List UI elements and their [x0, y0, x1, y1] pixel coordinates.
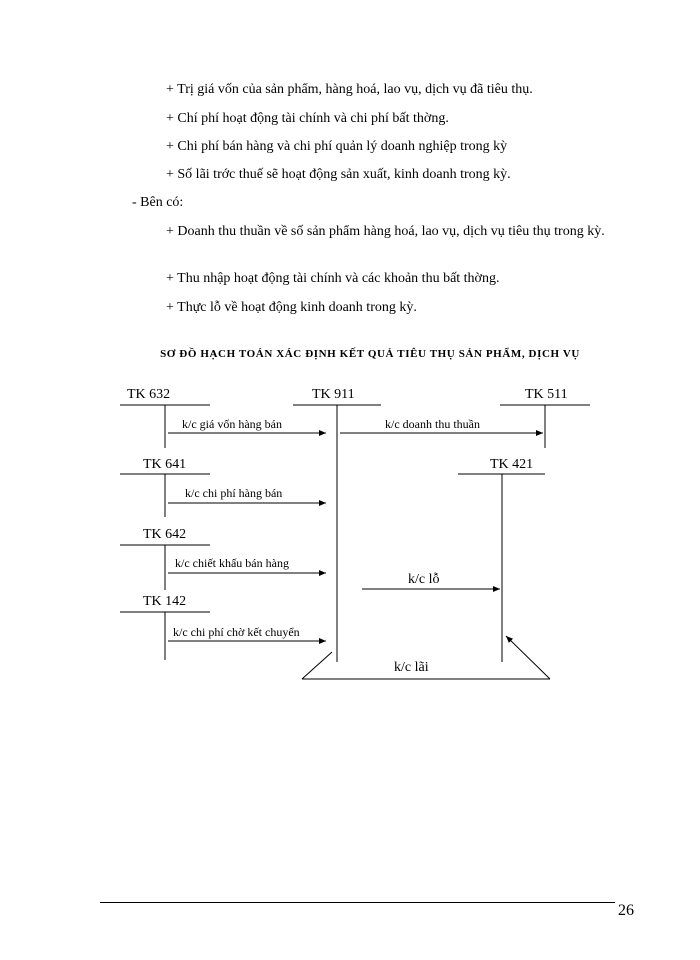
credit-item: + Thu nhập hoạt động tài chính và các khoản thu bất thờng.: [166, 271, 500, 286]
flow-loss-label: k/c lỗ: [408, 572, 440, 587]
flow-selling-expense-label: k/c chi phí hàng bán: [185, 486, 283, 500]
debit-item: + Trị giá vốn của sản phẩm, hàng hoá, lao vụ, dịch vụ đã tiêu thụ.: [166, 82, 533, 97]
credit-item: + Thực lỗ về hoạt động kinh doanh trong kỳ.: [166, 300, 417, 315]
tk511-label: TK 511: [525, 387, 568, 402]
flow-sales-discount-label: k/c chiết khấu bán hàng: [175, 556, 289, 570]
profit-left-leg: [302, 652, 332, 679]
credit-item: + Doanh thu thuần về số sản phẩm hàng hoá, lao vụ, dịch vụ tiêu thụ trong kỳ.: [166, 224, 605, 239]
flow-cost-of-goods-label: k/c giá vốn hàng bán: [182, 417, 282, 431]
tk632-label: TK 632: [127, 387, 171, 402]
flow-deferred-expense-label: k/c chi phí chờ kết chuyển: [173, 625, 300, 639]
flow-profit-label: k/c lãi: [394, 660, 429, 675]
tk421-label: TK 421: [490, 457, 534, 472]
credit-header: - Bên có:: [132, 195, 184, 210]
debit-item: + Chi phí bán hàng và chi phí quản lý doanh nghiệp trong kỳ: [166, 139, 508, 154]
tk641-label: TK 641: [143, 457, 187, 472]
page-number: 26: [618, 902, 634, 919]
diagram-title: SƠ ĐỒ HẠCH TOÁN XÁC ĐỊNH KẾT QUẢ TIÊU THỤ SẢN PHẨM, DỊCH VỤ: [160, 348, 580, 360]
flow-net-revenue-label: k/c doanh thu thuần: [385, 417, 480, 431]
arrow-profit: [506, 636, 550, 679]
debit-item: + Chí phí hoạt động tài chính và chi phí bất thờng.: [166, 111, 449, 126]
footer-rule: [100, 902, 615, 903]
tk911-label: TK 911: [312, 387, 355, 402]
debit-item: + Số lãi trớc thuế sẽ hoạt động sản xuất, kinh doanh trong kỳ.: [166, 167, 511, 182]
tk642-label: TK 642: [143, 527, 187, 542]
tk142-label: TK 142: [143, 594, 187, 609]
